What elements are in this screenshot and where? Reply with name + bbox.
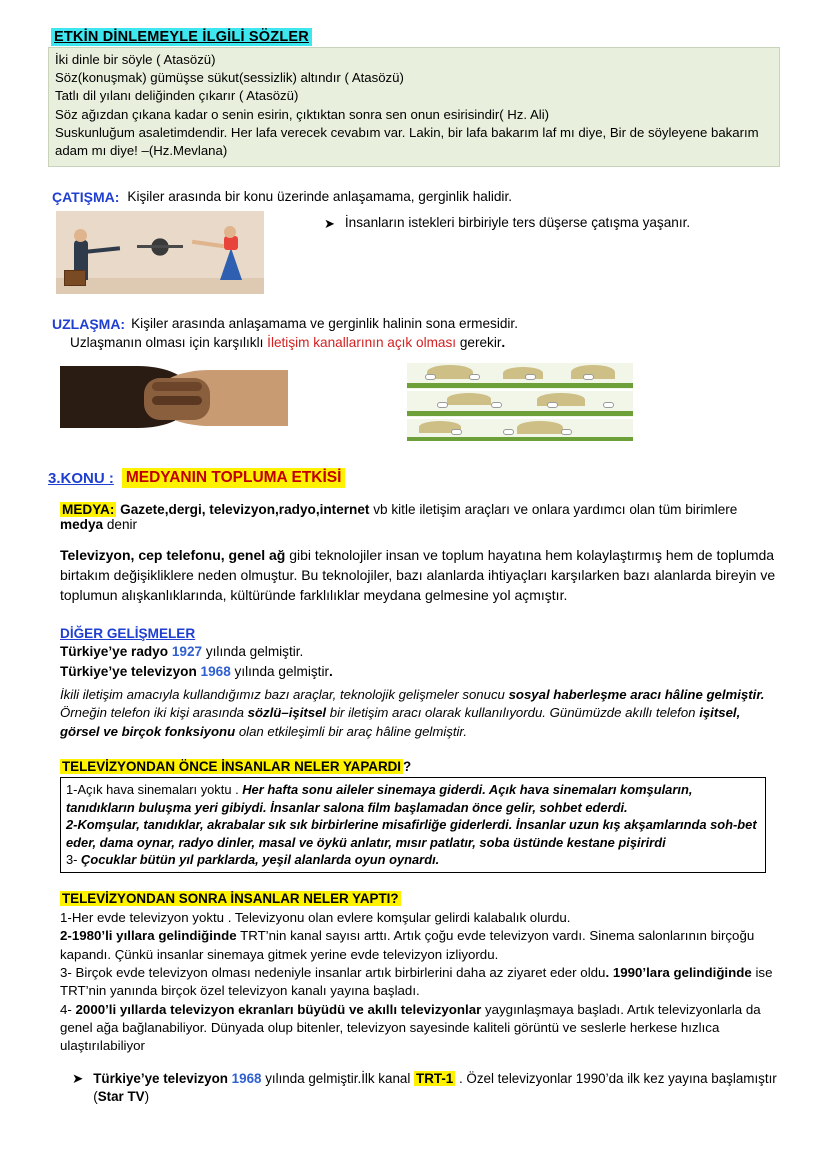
topic-title: MEDYANIN TOPLUMA ETKİSİ (122, 468, 346, 488)
before-tv-item (66, 781, 760, 816)
final-mid: yılında gelmiştir.İlk kanal (261, 1070, 415, 1086)
media-bold-part: Gazete,dergi, televizyon,radyo,internet (120, 502, 370, 518)
technology-rest: gibi teknolojiler insan ve toplum hayatına hem kolaylaştırmış hem de toplumda birtakım değişikliklere neden olmuştur. Bu teknolojiler, bazı alanlarda ihtiyaçları karşılarken bazı alanlarda bireyin ve toplumun alışkanlıklarında, kültüründe farklılıklar meydana gelmesine yol açmıştır. (60, 547, 776, 604)
radio-year: 1927 (171, 643, 203, 659)
media-bold2: medya (60, 517, 104, 533)
after-tv-item (60, 1001, 780, 1056)
italic-bold-3: işitsel, görsel ve birçok fonksiyonu (60, 705, 741, 739)
after-tv-seg: 4- (60, 1001, 76, 1017)
before-tv-heading (60, 759, 780, 774)
agreement-line2 (70, 335, 780, 350)
radio-pre: Türkiye’ye radyo (60, 643, 172, 659)
before-tv-item-normal: 1-Açık hava sinemaları yoktu . (66, 782, 243, 798)
before-tv-item-italic: Çocuklar bütün yıl parklarda, yeşil alanlarda oyun oynardı. (81, 852, 440, 868)
after-tv-seg: 2000’li yıllarda televizyon ekranları büyüdü ve akıllı televizyonlar (75, 1001, 482, 1017)
after-tv-item (60, 964, 780, 1001)
italic-part-4: olan etkileşimli bir araç hâline gelmiştir. (235, 723, 467, 739)
conflict-label: ÇATIŞMA: (52, 189, 120, 206)
conflict-section (48, 189, 780, 294)
media-tag: MEDYA: (62, 502, 115, 518)
media-definition (60, 502, 780, 532)
before-tv-heading-text: TELEVİZYONDAN ÖNCE İNSANLAR NELER YAPARDI (62, 759, 402, 775)
radio-line (60, 643, 780, 661)
final-startv: Star TV (97, 1089, 145, 1105)
quote-line: İki dinle bir söyle ( Atasözü) (55, 52, 216, 67)
tv-dot: . (329, 664, 333, 680)
before-tv-item-italic: 2-Komşular, tanıdıklar, akrabalar sık sık birbirlerine misafirliğe giderlerdi. İnsanlar uzun kış akşamlarında soh-bet eder, dama oynar, radyo dinler, masal ve öykü anlatır, mısır patlatır, soba üstünde kestane pişirirdi (66, 817, 757, 850)
after-tv-seg: yaygınlaşmaya başladı. Artık televizyonlarla da genel ağa bağlanabiliyor. Dünyada olup bitenler, televizyon sayesinde kaliteli görüntü ve seslerle herkese hızlıca ulaştırılabiliyor (60, 1001, 761, 1054)
agreement-line2-post: gerekir (456, 335, 502, 351)
arrow-bullet-icon: ➤ (72, 1070, 84, 1086)
quote-line: Söz ağızdan çıkana kadar o senin esirin, çıktıktan sonra sen onun esirisindir( Hz. Ali) (55, 106, 550, 122)
tv-line (60, 663, 780, 681)
other-developments-heading: DİĞER GELİŞMELER (60, 625, 196, 641)
quote-line: Söz(konuşmak) gümüşse sükut(sessizlik) altındır ( Atasözü) (55, 70, 404, 86)
after-tv-seg: 3- Birçok evde televizyon olması nedeniyle insanlar artık birbirlerini daha az ziyaret eder oldu (60, 964, 606, 980)
italic-bold-1: sosyal haberleşme aracı hâline gelmiştir. (508, 686, 765, 702)
after-tv-seg: TRT’nin kanal sayısı arttı. Artık çoğu evde televizyon vardı. Sinema salonlarının birçoğu kapandı. Çünkü insanlar sinemaya gitmek yerine evde televizyon izliyordu. (60, 928, 755, 962)
after-tv-seg: yayına başladı. (326, 983, 420, 999)
sheep-illustration (406, 360, 634, 442)
final-bullet (72, 1070, 780, 1108)
technology-bold-lead: Televizyon, cep telefonu, genel ağ (60, 547, 286, 564)
after-tv-list (60, 909, 780, 1056)
after-tv-heading-text: TELEVİZYONDAN SONRA İNSANLAR NELER YAPTI? (62, 890, 399, 906)
agreement-line2-dot: . (501, 335, 506, 351)
final-end: ) (144, 1089, 150, 1105)
final-bullet-text (93, 1070, 780, 1108)
communication-italic-paragraph (60, 686, 780, 741)
radio-post: yılında gelmiştir. (202, 643, 304, 659)
final-year: 1968 (231, 1070, 262, 1086)
before-tv-item-normal: 3- (66, 852, 82, 868)
conflict-illustration (56, 211, 264, 294)
quotes-box (48, 47, 780, 167)
media-tail: denir (103, 517, 138, 533)
after-tv-heading (60, 891, 780, 906)
tv-year: 1968 (200, 664, 231, 680)
final-pre: Türkiye’ye televizyon (93, 1070, 232, 1086)
before-tv-box (60, 777, 766, 873)
agreement-section (48, 316, 780, 442)
after-tv-seg: 2-1980’li yıllara gelindiğinde (60, 928, 237, 944)
technology-paragraph (60, 546, 780, 606)
handshake-image (60, 360, 288, 442)
italic-part-3: bir iletişim aracı olarak kullanılıyordu. Günümüzde akıllı telefon (326, 705, 700, 721)
final-mid2: . Özel televizyonlar 1990’da ilk kez yayına başlamıştır ( (93, 1070, 777, 1105)
quote-line: Suskunluğum asaletimdendir. Her lafa verecek cevabım var. Lakin, bir lafa bakarım laf mı diye, Bir de söyleyene bakarım adam mı diye! –(Hz.Mevlana) (55, 124, 759, 159)
agreement-label: UZLAŞMA: (52, 316, 126, 333)
agreement-line2-highlight: İletişim kanallarının açık olması (267, 335, 457, 351)
italic-part-1: İkili iletişim amacıyla kullandığımız bazı araçlar, teknolojik gelişmeler sonucu (60, 686, 509, 702)
quotes-title: ETKİN DİNLEMEYLE İLGİLİ SÖZLER (51, 28, 312, 46)
after-tv-seg: ise TRT’nin yanında birçok özel televizyon kanalı (60, 964, 773, 999)
before-tv-heading-tail: ? (403, 759, 412, 775)
after-tv-seg: 1-Her evde televizyon yoktu . Televizyonu olan evlere komşular gelirdi kalabalık olurdu. (60, 909, 571, 925)
final-trt: TRT-1 (416, 1070, 454, 1086)
media-rest: vb kitle iletişim araçları ve onlara yardımcı olan tüm birimlere (369, 502, 738, 518)
topic-heading (48, 468, 780, 488)
italic-part-2: Örneğin telefon iki kişi arasında (60, 705, 248, 721)
after-tv-item (60, 909, 780, 927)
conflict-bullet-text: İnsanların istekleri birbiriyle ters düşerse çatışma yaşanır. (344, 215, 691, 231)
before-tv-item-italic: Her hafta sonu aileler sinemaya giderdi. Açık hava sinemaları komşuların, tanıdıkların buluşma yeri gibiydi. İnsanlar salona film başlamadan önce gelir, sohbet ederdi. (66, 782, 693, 815)
italic-bold-2: sözlü–işitsel (247, 705, 327, 721)
agreement-definition: Kişiler arasında anlaşamama ve gerginlik halinin sona ermesidir. (131, 316, 518, 332)
quote-line: Tatlı dil yılanı deliğinden çıkarır ( Atasözü) (55, 88, 299, 104)
arrow-bullet-icon: ➤ (324, 216, 335, 232)
before-tv-item (66, 851, 760, 869)
after-tv-seg: . 1990’lara gelindiğinde (605, 964, 752, 980)
after-tv-item (60, 927, 780, 964)
tv-pre: Türkiye’ye televizyon (60, 664, 201, 680)
tv-post: yılında gelmiştir (230, 664, 329, 680)
topic-number: 3.KONU : (48, 469, 114, 487)
conflict-definition: Kişiler arasında bir konu üzerinde anlaşamama, gerginlik halidir. (127, 189, 513, 205)
before-tv-item (66, 816, 760, 851)
quotes-section (48, 28, 780, 167)
agreement-line2-pre: Uzlaşmanın olması için karşılıklı (70, 335, 268, 351)
